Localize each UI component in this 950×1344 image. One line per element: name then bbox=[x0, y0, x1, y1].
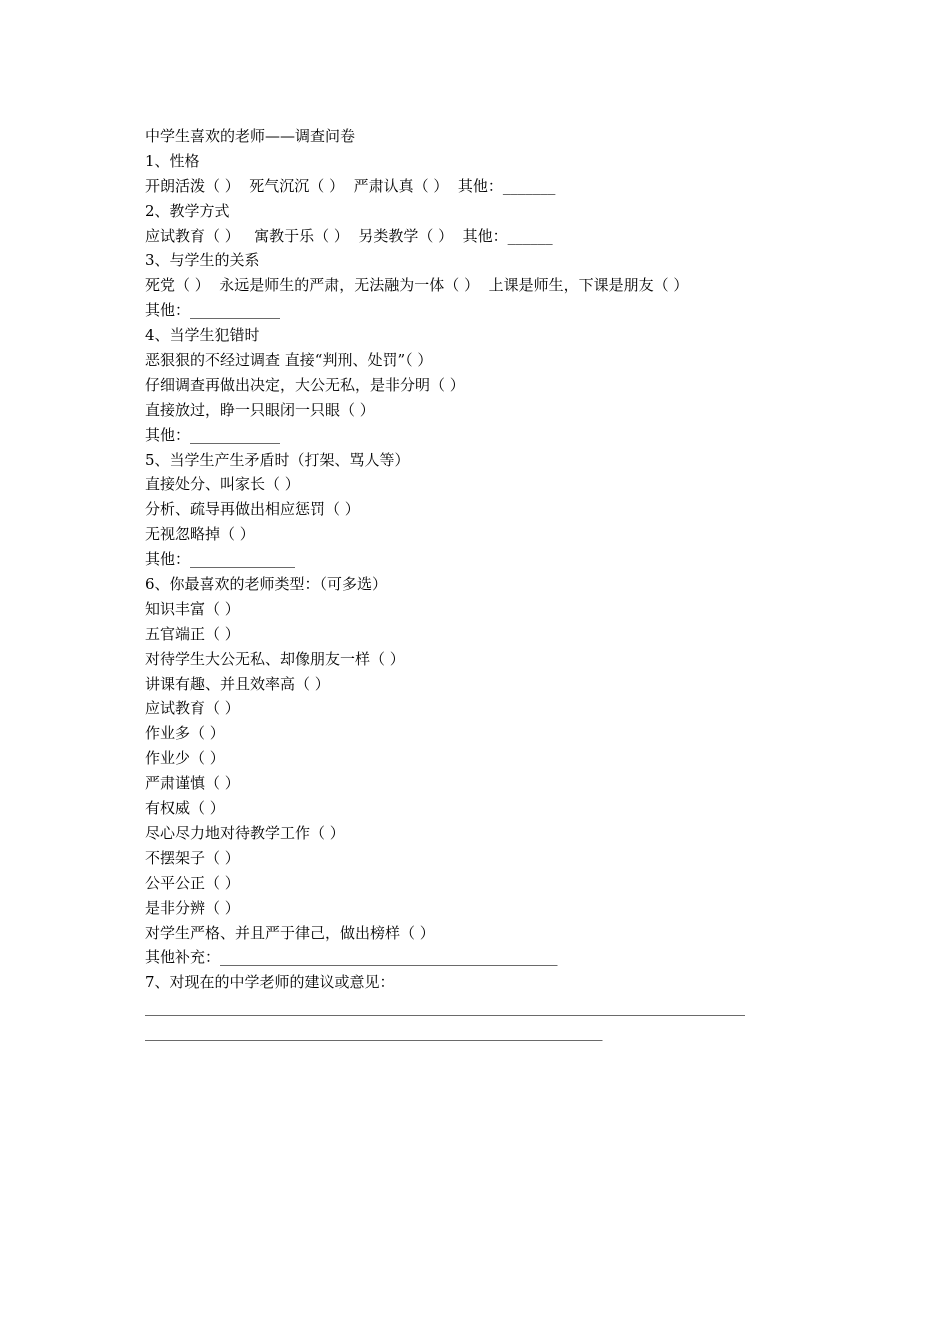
q6-option-10: 尽心尽力地对待教学工作（ ） bbox=[145, 823, 345, 842]
q6-option-8: 严肃谨慎（ ） bbox=[145, 774, 240, 793]
q3-heading: 3、与学生的关系 bbox=[145, 251, 260, 270]
q5-other: 其他：______________ bbox=[145, 550, 296, 569]
q6-option-9: 有权威（ ） bbox=[145, 799, 225, 818]
q6-option-12: 公平公正（ ） bbox=[145, 873, 240, 892]
q6-option-2: 五官端正（ ） bbox=[145, 624, 240, 643]
q1-heading: 1、性格 bbox=[145, 151, 200, 170]
q7-answer-line-1: ________________________________________________________________________________ bbox=[145, 998, 745, 1017]
q4-option-3: 直接放过，睁一只眼闭一只眼（ ） bbox=[145, 400, 375, 419]
q5-heading: 5、当学生产生矛盾时（打架、骂人等） bbox=[145, 450, 410, 469]
q7-heading: 7、对现在的中学老师的建议或意见： bbox=[145, 973, 395, 992]
q6-option-7: 作业少（ ） bbox=[145, 749, 225, 768]
q6-option-1: 知识丰富（ ） bbox=[145, 599, 240, 618]
q6-option-3: 对待学生大公无私、却像朋友一样（ ） bbox=[145, 649, 405, 668]
q6-option-13: 是非分辨（ ） bbox=[145, 898, 240, 917]
q4-option-2: 仔细调查再做出决定，大公无私，是非分明（ ） bbox=[145, 375, 465, 394]
q2-options: 应试教育（ ） 寓教于乐（ ） 另类教学（ ） 其他：______ bbox=[145, 226, 553, 245]
q3-options: 死党（ ） 永远是师生的严肃，无法融为一体（ ） 上课是师生，下课是朋友（ ） bbox=[145, 276, 689, 295]
q5-option-2: 分析、疏导再做出相应惩罚（ ） bbox=[145, 500, 360, 519]
q7-answer-line-2: _____________________________________________________________ bbox=[145, 1023, 603, 1042]
q2-heading: 2、教学方式 bbox=[145, 201, 230, 220]
document-title: 中学生喜欢的老师——调查问卷 bbox=[145, 127, 356, 145]
q4-other: 其他：____________ bbox=[145, 425, 281, 444]
q6-option-5: 应试教育（ ） bbox=[145, 699, 240, 718]
q6-option-4: 讲课有趣、并且效率高（ ） bbox=[145, 674, 330, 693]
q6-option-11: 不摆架子（ ） bbox=[145, 848, 240, 867]
q6-option-6: 作业多（ ） bbox=[145, 724, 225, 743]
q1-options: 开朗活泼（ ） 死气沉沉（ ） 严肃认真（ ） 其他：_______ bbox=[145, 176, 556, 195]
questionnaire-body bbox=[145, 124, 825, 1045]
q6-heading: 6、你最喜欢的老师类型：（可多选） bbox=[145, 575, 388, 594]
q3-other: 其他：____________ bbox=[145, 301, 281, 320]
q6-other: 其他补充：_____________________________________________ bbox=[145, 948, 558, 967]
q5-option-1: 直接处分、叫家长（ ） bbox=[145, 475, 300, 494]
q4-heading: 4、当学生犯错时 bbox=[145, 326, 260, 345]
q4-option-1: 恶狠狠的不经过调查 直接“判刑、处罚”（ ） bbox=[145, 351, 433, 370]
q5-option-3: 无视忽略掉（ ） bbox=[145, 525, 255, 544]
q6-option-14: 对学生严格、并且严于律己，做出榜样（ ） bbox=[145, 923, 435, 942]
